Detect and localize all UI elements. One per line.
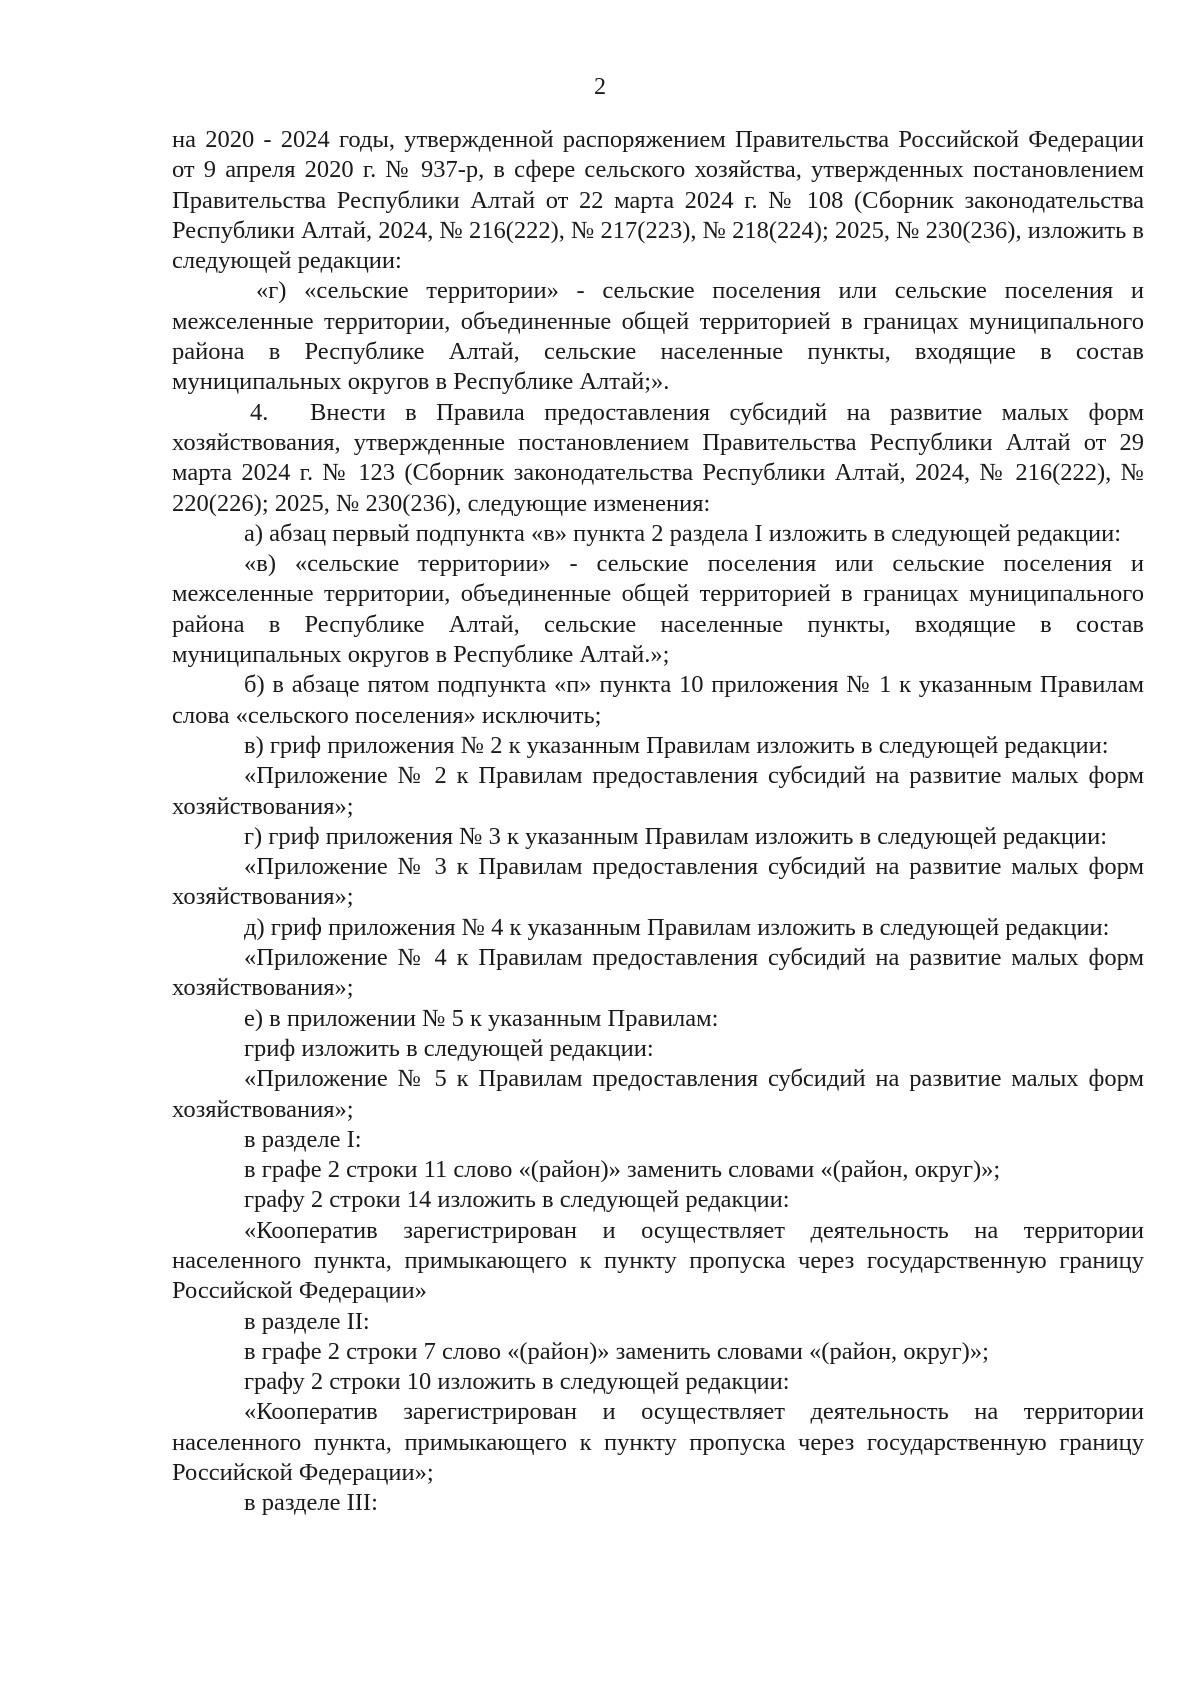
paragraph-quote-appendix-4: «Приложение № 4 к Правилам предоставления субсидий на развитие малых форм хозяйствования»; xyxy=(172,944,1144,1002)
item-number: 4. xyxy=(250,398,269,426)
paragraph-quote-cooperative-2: «Кооператив зарегистрирован и осуществляет деятельность на территории населенного пункта, примыкающего к пункту пропуска через государственную границу Российской Федерации»; xyxy=(172,1398,1144,1487)
paragraph-section-2-row-10: графу 2 строки 10 изложить в следующей редакции: xyxy=(244,1368,790,1396)
paragraph-quote-appendix-3: «Приложение № 3 к Правилам предоставления субсидий на развитие малых форм хозяйствования»; xyxy=(172,853,1144,911)
paragraph-subitem-e: е) в приложении № 5 к указанным Правилам: xyxy=(244,1004,719,1032)
paragraph-subitem-v: в) гриф приложения № 2 к указанным Правилам изложить в следующей редакции: xyxy=(244,731,1109,759)
paragraph-stamp-instruction: гриф изложить в следующей редакции: xyxy=(244,1034,654,1062)
paragraph-subitem-a: а) абзац первый подпункта «в» пункта 2 раздела I изложить в следующей редакции: xyxy=(244,519,1122,547)
paragraph-section-2-row-7: в графе 2 строки 7 слово «(район)» заменить словами «(район, округ)»; xyxy=(244,1337,989,1365)
paragraph-section-3: в разделе III: xyxy=(244,1489,378,1517)
page-number: 2 xyxy=(594,74,606,100)
paragraph-subitem-b: б) в абзаце пятом подпункта «п» пункта 10 приложения № 1 к указанным Правилам слова «сельского поселения» исключить; xyxy=(172,671,1144,729)
paragraph-subitem-d: д) гриф приложения № 4 к указанным Правилам изложить в следующей редакции: xyxy=(244,913,1110,941)
paragraph-section-1-row-14: графу 2 строки 14 изложить в следующей редакции: xyxy=(244,1186,790,1214)
paragraph-quote-rural-territories-v: «в) «сельские территории» - сельские поселения или сельские поселения и межселенные территории, объединенные общей территорией в границах муниципального района в Республике Алтай, сельские населенные пункты, входящие в состав муниципальных округов в Республике Алтай.»; xyxy=(172,550,1144,669)
paragraph-section-1: в разделе I: xyxy=(244,1125,362,1153)
paragraph-subitem-g: г) гриф приложения № 3 к указанным Правилам изложить в следующей редакции: xyxy=(244,822,1108,850)
paragraph-quote-cooperative-1: «Кооператив зарегистрирован и осуществляет деятельность на территории населенного пункта, примыкающего к пункту пропуска через государственную границу Российской Федерации» xyxy=(172,1216,1144,1305)
paragraph-quote-rural-territories-g: «г) «сельские территории» - сельские поселения или сельские поселения и межселенные территории, объединенные общей территорией в границах муниципального района в Республике Алтай, сельские населенные пункты, входящие в состав муниципальных округов в Республике Алтай;». xyxy=(172,277,1144,396)
paragraph-section-1-row-11: в графе 2 строки 11 слово «(район)» заменить словами «(район, округ)»; xyxy=(244,1156,1001,1184)
document-body xyxy=(172,125,1144,1519)
paragraph-quote-appendix-5: «Приложение № 5 к Правилам предоставления субсидий на развитие малых форм хозяйствования»; xyxy=(172,1065,1144,1123)
paragraph-intro-continuation: на 2020 - 2024 годы, утвержденной распоряжением Правительства Российской Федерации от 9 апреля 2020 г. № 937-р, в сфере сельского хозяйства, утвержденных постановлением Правительства Республики Алтай от 22 марта 2024 г. № 108 (Сборник законодательства Республики Алтай, 2024, № 216(222), № 217(223), № 218(224); 2025, № 230(236), изложить в следующей редакции: xyxy=(172,126,1144,275)
paragraph-section-2: в разделе II: xyxy=(244,1307,370,1335)
item-4-text: Внести в Правила предоставления субсидий на развитие малых форм хозяйствования, утвержденные постановлением Правительства Республики Алтай от 29 марта 2024 г. № 123 (Сборник законодательства Республики Алтай, 2024, № 216(222), № 220(226); 2025, № 230(236), следующие изменения: xyxy=(172,398,1144,517)
paragraph-item-4 xyxy=(172,398,1144,519)
paragraph-quote-appendix-2: «Приложение № 2 к Правилам предоставления субсидий на развитие малых форм хозяйствования»; xyxy=(172,762,1144,820)
